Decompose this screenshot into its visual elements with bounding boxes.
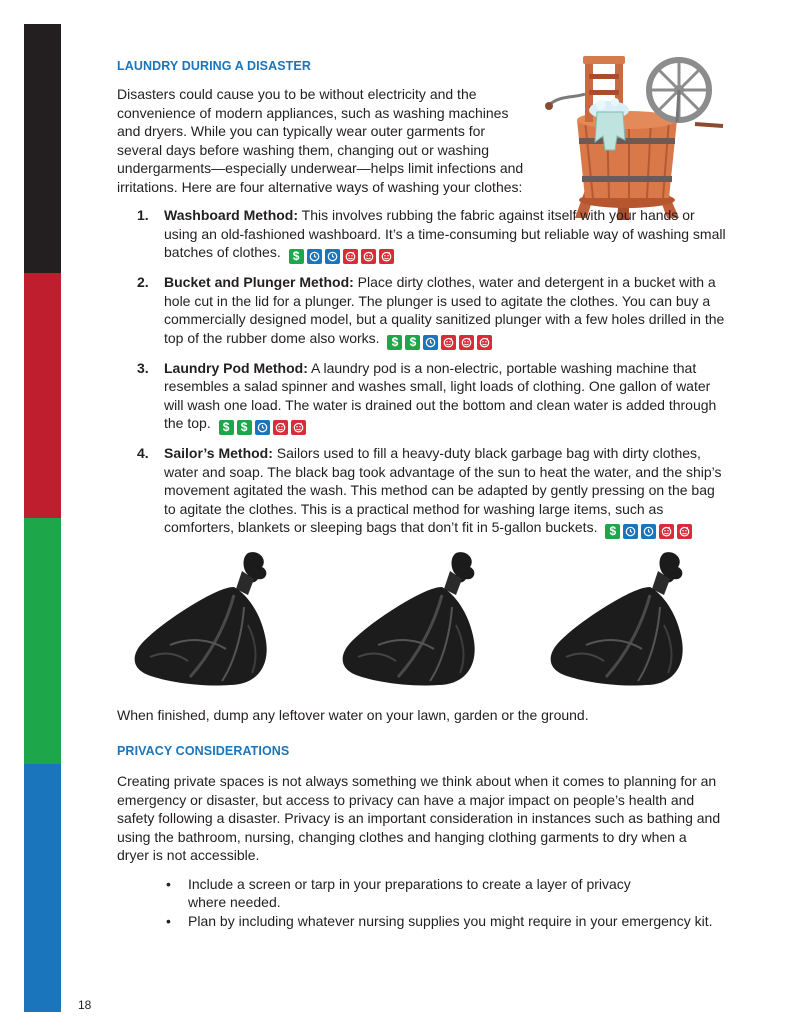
method-rating-icons (605, 524, 692, 539)
privacy-intro-line: safety following a disaster. Privacy is an important consideration in instances such as bathing and (117, 810, 721, 826)
privacy-intro (117, 772, 747, 865)
method-number: 2. (137, 274, 149, 290)
washtub-illustration (545, 50, 730, 220)
method-number: 3. (137, 359, 149, 376)
privacy-bullet: • Include a screen or tarp in your preparations to create a layer of privacy where needed. (164, 876, 658, 911)
time-icon (307, 249, 322, 264)
laundry-intro-line: and dryers. While you can typically wear outer garments for (117, 123, 486, 139)
sidebar-band-green (24, 518, 61, 764)
effort-icon (291, 420, 306, 435)
effort-icon (477, 335, 492, 350)
effort-icon (273, 420, 288, 435)
method-item (137, 206, 729, 264)
cost-icon: $ (289, 249, 304, 264)
page-number: 18 (78, 998, 92, 1012)
method-title: Laundry Pod Method: (164, 359, 308, 376)
method-item (137, 359, 729, 436)
laundry-closing: When finished, dump any leftover water on your lawn, garden or the ground. (117, 707, 589, 723)
garbage-bag-image (546, 545, 696, 695)
time-icon (623, 524, 638, 539)
effort-icon (677, 524, 692, 539)
method-item (137, 273, 729, 350)
method-text: This involves rubbing the fabric against itself with your hands or using an old-fashioned washboard. It’s a time-consuming but reliable way of washing small batches of clothes. (164, 207, 726, 260)
privacy-intro-line: Creating private spaces is not always something we think about when it comes to planning for an (117, 773, 717, 789)
method-item (137, 444, 729, 539)
cost-icon: $ (405, 335, 420, 350)
method-text: Place dirty clothes, water and detergent in a bucket with a hole cut in the lid for a plunger. The plunger is used to agitate the clothes. You can buy a commercially designed model, but a quality sanitized plunger with a few holes drilled in the top of the rubber dome also works. (164, 274, 725, 346)
method-title: Bucket and Plunger Method: (164, 274, 354, 290)
effort-icon (459, 335, 474, 350)
time-icon (255, 420, 270, 435)
effort-icon (379, 249, 394, 264)
privacy-bullet: • Plan by including whatever nursing supplies you might require in your emergency kit. (164, 913, 744, 931)
method-list (137, 206, 729, 548)
effort-icon (343, 249, 358, 264)
laundry-heading: LAUNDRY DURING A DISASTER (117, 59, 311, 73)
method-title: Washboard Method: (164, 207, 299, 223)
method-number: 4. (137, 445, 149, 461)
cost-icon: $ (237, 420, 252, 435)
method-rating-icons (289, 249, 394, 264)
method-title: Sailor’s Method: (164, 445, 273, 461)
garbage-bag-image (130, 545, 280, 695)
sidebar-band-red (24, 273, 61, 518)
method-text: Sailors used to fill a heavy-duty black garbage bag with dirty clothes, water and soap. The black bag took advantage of the sun to heat the water, and the ship’s movement agitated the wash. This method can be adapted by gently pressing on the bag to agitate the clothes. This is a practical method for washing large items, such as comforters, blankets or sleeping bags that don’t fit in 5-gallon buckets. (164, 445, 722, 535)
sidebar-band-black (24, 24, 61, 273)
garbage-bag-image (338, 545, 488, 695)
laundry-intro-line: several days before washing them, changing out or washing (117, 141, 489, 158)
cost-icon: $ (387, 335, 402, 350)
method-number: 1. (137, 207, 149, 223)
laundry-intro-line: convenience of modern appliances, such as washing machines (117, 104, 509, 121)
privacy-intro-line: using the bathroom, nursing, changing clothes and hanging clothing garments to dry when a (117, 828, 687, 845)
laundry-intro-line: irritations. Here are four alternative ways of washing your clothes: (117, 178, 523, 195)
privacy-heading: PRIVACY CONSIDERATIONS (117, 744, 290, 758)
time-icon (325, 249, 340, 264)
privacy-intro-line: emergency or disaster, but access to privacy can have a major impact on people’s health and (117, 791, 695, 808)
privacy-intro-line: dryer is not accessible. (117, 847, 260, 863)
time-icon (641, 524, 656, 539)
time-icon (423, 335, 438, 350)
method-rating-icons (219, 420, 306, 435)
method-rating-icons (387, 335, 492, 350)
cost-icon: $ (605, 524, 620, 539)
cost-icon: $ (219, 420, 234, 435)
laundry-intro-line: Disasters could cause you to be without electricity and the (117, 86, 477, 102)
effort-icon (361, 249, 376, 264)
method-text: A laundry pod is a non-electric, portable washing machine that resembles a salad spinner and washes small, light loads of clothing. One gallon of water will wash one load. The water is drained out the bottom and clean water is added through the top. (164, 359, 717, 431)
privacy-bullet-list (164, 876, 744, 933)
effort-icon (441, 335, 456, 350)
laundry-intro-line: undergarments—especially underwear—helps limit infections and (117, 160, 524, 176)
laundry-intro (117, 85, 547, 196)
sidebar-band-blue (24, 764, 61, 1012)
effort-icon (659, 524, 674, 539)
